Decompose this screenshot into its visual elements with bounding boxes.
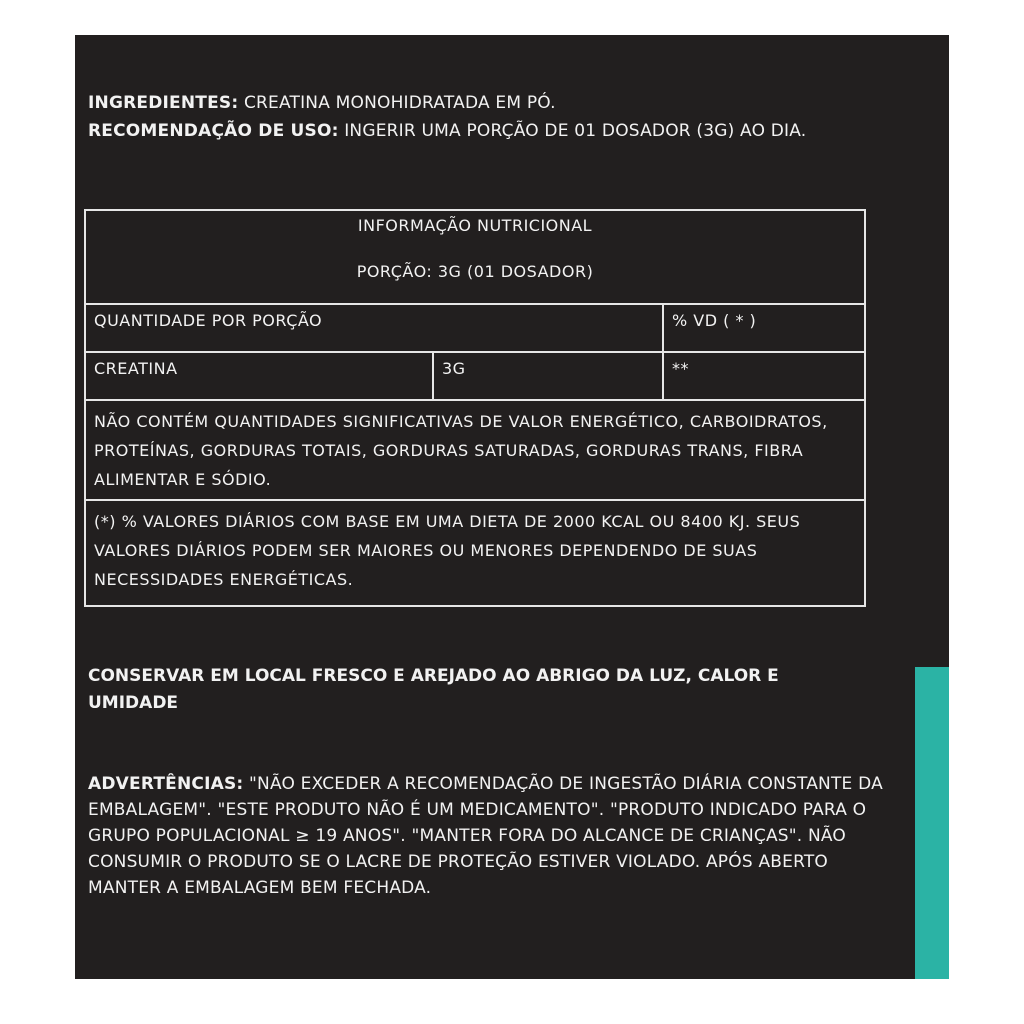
- nutrition-title: INFORMAÇÃO NUTRICIONAL: [357, 216, 593, 235]
- daily-values-note-row: [86, 501, 864, 605]
- usage-line: [88, 117, 848, 145]
- nutrient-amount: 3G: [432, 353, 662, 399]
- nutrition-table: [84, 209, 866, 607]
- table-row-headers: [86, 305, 864, 353]
- ingredients-line: [88, 89, 848, 117]
- usage-text: INGERIR UMA PORÇÃO DE 01 DOSADOR (3G) AO DIA.: [338, 121, 807, 141]
- vd-header: % VD ( * ): [662, 305, 864, 351]
- warnings-section: [88, 771, 888, 901]
- nutrition-table-header: [86, 211, 864, 305]
- label-panel: [75, 35, 949, 979]
- nutrient-vd: **: [662, 353, 864, 399]
- warnings-label: ADVERTÊNCIAS:: [88, 774, 244, 794]
- portion-size: PORÇÃO: 3G (01 DOSADOR): [356, 262, 594, 281]
- daily-values-note: (*) % VALORES DIÁRIOS COM BASE EM UMA DIETA DE 2000 KCAL OU 8400 KJ. SEUS VALORES DIÁRIOS PODEM SER MAIORES OU MENORES DEPENDENDO DE SUAS NECESSIDADES ENERGÉTICAS.: [94, 512, 801, 589]
- ingredients-label: INGREDIENTES:: [88, 93, 239, 113]
- ingredients-text: CREATINA MONOHIDRATADA EM PÓ.: [238, 93, 556, 113]
- accent-stripe: [915, 667, 949, 979]
- nutrient-name: CREATINA: [94, 359, 178, 378]
- table-row: [86, 353, 864, 401]
- not-significant-note-row: [86, 401, 864, 501]
- quantity-header: QUANTIDADE POR PORÇÃO: [94, 311, 323, 330]
- intro-section: [88, 89, 848, 145]
- storage-instructions: CONSERVAR EM LOCAL FRESCO E AREJADO AO ABRIGO DA LUZ, CALOR E UMIDADE: [88, 666, 779, 713]
- not-significant-note: NÃO CONTÉM QUANTIDADES SIGNIFICATIVAS DE VALOR ENERGÉTICO, CARBOIDRATOS, PROTEÍNAS, GORDURAS TOTAIS, GORDURAS SATURADAS, GORDURAS TRANS, FIBRA ALIMENTAR E SÓDIO.: [94, 412, 828, 489]
- warnings-text: "NÃO EXCEDER A RECOMENDAÇÃO DE INGESTÃO DIÁRIA CONSTANTE DA EMBALAGEM". "ESTE PRODUTO NÃO É UM MEDICAMENTO". "PRODUTO INDICADO PARA O GRUPO POPULACIONAL ≥ 19 ANOS". "MANTER FORA DO ALCANCE DE CRIANÇAS". NÃO CONSUMIR O PRODUTO SE O LACRE DE PROTEÇÃO ESTIVER VIOLADO. APÓS ABERTO MANTER A EMBALAGEM BEM FECHADA.: [88, 774, 883, 898]
- usage-label: RECOMENDAÇÃO DE USO:: [88, 121, 339, 141]
